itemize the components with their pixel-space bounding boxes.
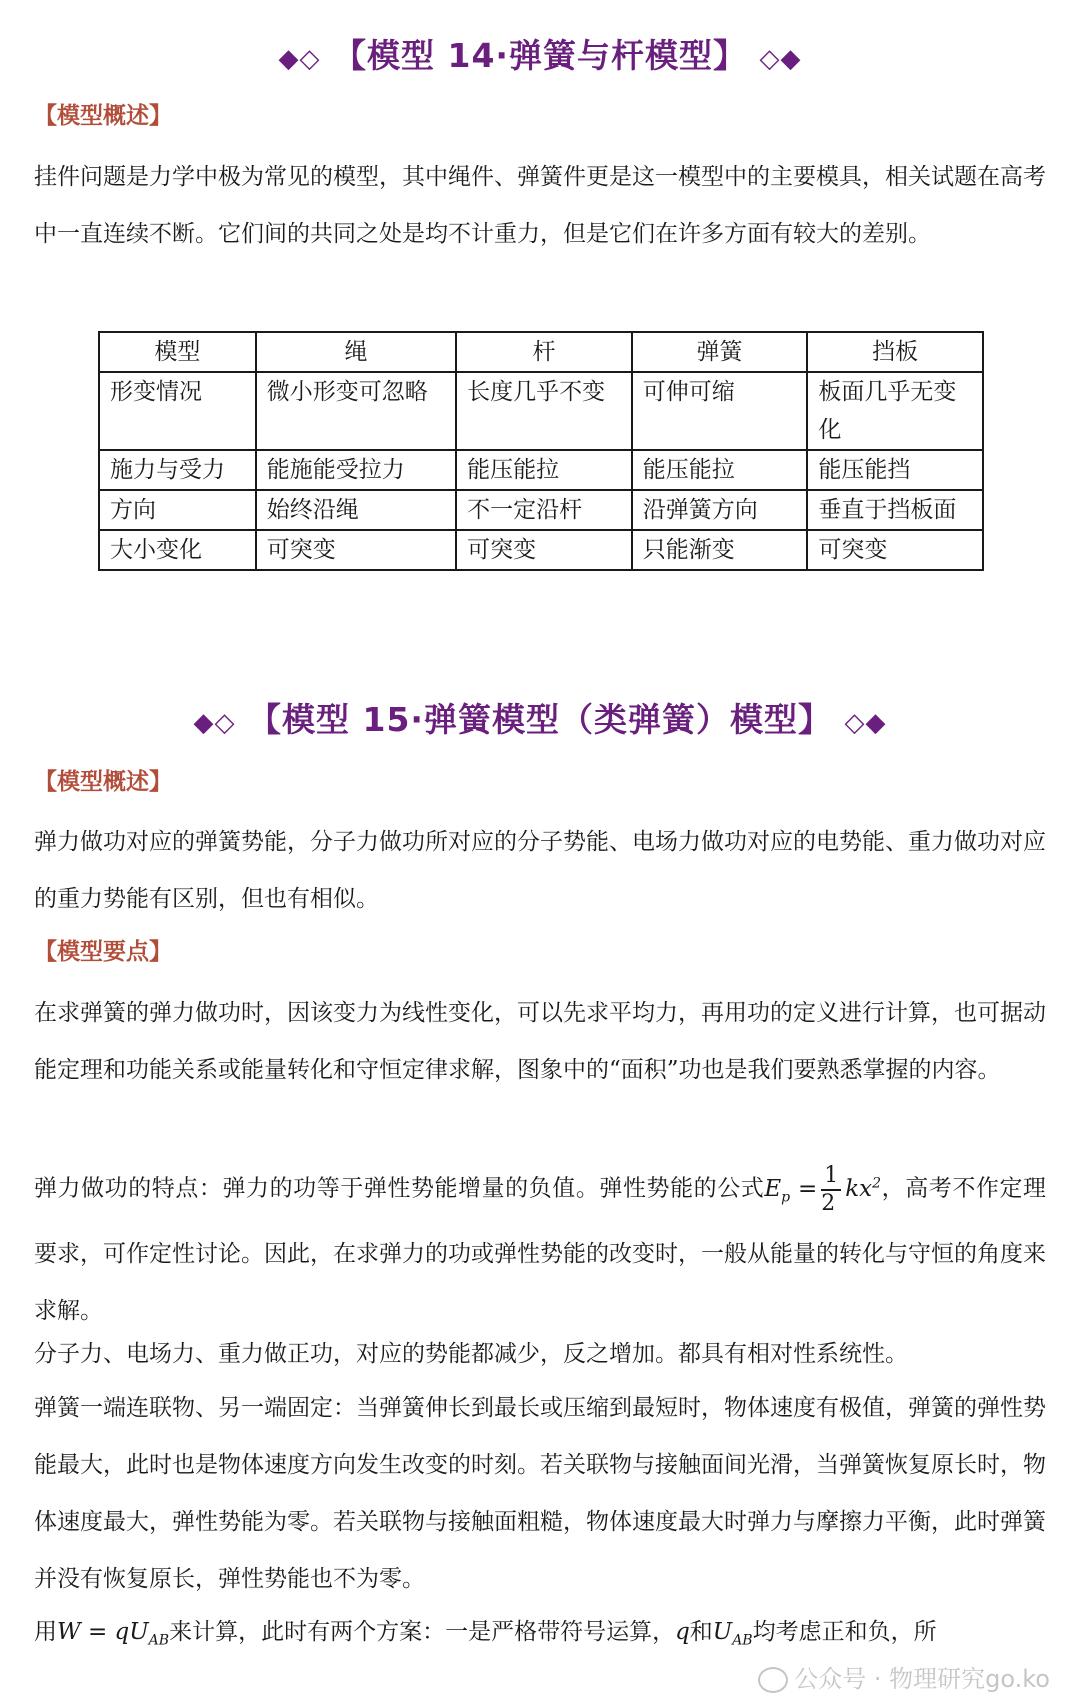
section-15-title-text: 【模型 15·弹簧模型（类弹簧）模型】 [248,700,832,739]
table-cell: 长度几乎不变 [456,372,632,450]
table-header-row [99,332,983,372]
fraction-denominator: 2 [821,1190,836,1216]
paragraph-text: 弹力做功的特点：弹力的功等于弹性势能增量的负值。弹性势能的公式 [34,1175,765,1202]
diamond-decoration-right: ◇◆ [759,44,802,74]
table-row [99,372,983,450]
wechat-icon [758,1667,788,1693]
comparison-table [98,331,984,571]
section-15-title [0,694,1080,741]
table-cell: 方向 [99,490,256,530]
table-header-cell: 弹簧 [632,332,808,372]
table-cell: 沿弹簧方向 [632,490,808,530]
table-row [99,490,983,530]
table-row [99,450,983,490]
table-cell: 只能渐变 [632,530,808,570]
formula-symbol: q [675,1619,690,1645]
table-cell: 可突变 [456,530,632,570]
table-cell: 可伸可缩 [632,372,808,450]
overview-label: 【模型概述】 [34,103,172,129]
table-cell: 可突变 [256,530,456,570]
table-cell: 能压能拉 [456,450,632,490]
watermark [758,1659,1050,1694]
paragraph-positive-work: 分子力、电场力、重力做正功，对应的势能都减少，反之增加。都具有相对性系统性。 [34,1341,908,1367]
section-14-overview-text: 挂件问题是力学中极为常见的模型，其中绳件、弹簧件更是这一模型中的主要模具，相关试题在高考中一直连续不断。它们间的共同之处是均不计重力，但是它们在许多方面有较大的差别。 [34,164,1046,247]
table-cell: 能压能拉 [632,450,808,490]
table-cell: 可突变 [807,530,983,570]
overview-label: 【模型概述】 [34,769,172,795]
formula-ep [764,1175,818,1206]
formula-superscript: 2 [872,1175,882,1191]
paragraph-text: 用 [34,1619,57,1645]
paragraph-text: 和 [689,1619,713,1645]
diamond-decoration-left: ◆◇ [278,44,321,74]
table-header-cell: 杆 [456,332,632,372]
key-points-label: 【模型要点】 [34,939,172,965]
formula-equals: = [80,1619,115,1645]
table-cell: 不一定沿杆 [456,490,632,530]
table-cell: 形变情况 [99,372,256,450]
formula-subscript: AB [148,1632,170,1649]
formula-symbol: kx [845,1175,873,1202]
table-cell: 始终沿绳 [256,490,456,530]
diamond-decoration-right: ◇◆ [844,708,887,738]
section-14-title [0,30,1080,77]
section-15-overview-text: 弹力做功对应的弹簧势能，分子力做功所对应的分子势能、电场力做功对应的电势能、重力做功对应的重力势能有区别，但也有相似。 [34,829,1046,912]
formula-subscript: AB [732,1632,753,1649]
table-cell: 微小形变可忽略 [256,372,456,450]
table-cell: 施力与受力 [99,450,256,490]
table-header-cell: 绳 [256,332,456,372]
table-header-cell: 模型 [99,332,256,372]
table-header-cell: 挡板 [807,332,983,372]
table-cell: 板面几乎无变化 [807,372,983,450]
diamond-decoration-left: ◆◇ [193,708,236,738]
table-cell: 大小变化 [99,530,256,570]
paragraph-elastic-potential-energy [34,1155,1046,1340]
formula-equals: = [797,1175,818,1202]
formula-symbol: U [712,1619,733,1645]
table-cell: 能施能受拉力 [256,450,456,490]
table-row [99,530,983,570]
formula-symbol: E [764,1175,782,1202]
formula-fraction [821,1162,841,1216]
paragraph-text: 均考虑正和负，所 [752,1619,937,1645]
fraction-numerator: 1 [821,1165,841,1191]
paragraph-spring-connected-object: 弹簧一端连联物、另一端固定：当弹簧伸长到最长或压缩到最短时，物体速度有极值，弹簧的弹性势能最大，此时也是物体速度方向发生改变的时刻。若关联物与接触面间光滑，当弹簧恢复原长时，物体速度最大，弹性势能为零。若关联物与接触面粗糙，物体速度最大时弹力与摩擦力平衡，此时弹簧并没有恢复原长，弹性势能也不为零。 [34,1395,1046,1592]
table-cell: 垂直于挡板面 [807,490,983,530]
formula-subscript: p [781,1189,791,1206]
paragraph-work-calculation: 在求弹簧的弹力做功时，因该变力为线性变化，可以先求平均力，再用功的定义进行计算，也可据动能定理和功能关系或能量转化和守恒定律求解，图象中的“面积”功也是我们要熟悉掌握的内容。 [34,1000,1046,1083]
section-14-title-text: 【模型 14·弹簧与杆模型】 [333,36,747,75]
formula-kx [845,1176,881,1202]
paragraph-text: 来计算，此时有两个方案：一是严格带符号运算， [169,1619,676,1645]
formula-symbol: W [57,1619,81,1645]
table-cell: 能压能挡 [807,450,983,490]
formula-symbol: qU [114,1619,149,1645]
paragraph-text: ，高考不作定理要求，可作定性讨论。因此，在求弹力的功或弹性势能的改变时，一般从能量的转化与守恒的角度来求解。 [34,1175,1047,1325]
watermark-text: 公众号 · 物理研究go.ko [794,1665,1050,1693]
